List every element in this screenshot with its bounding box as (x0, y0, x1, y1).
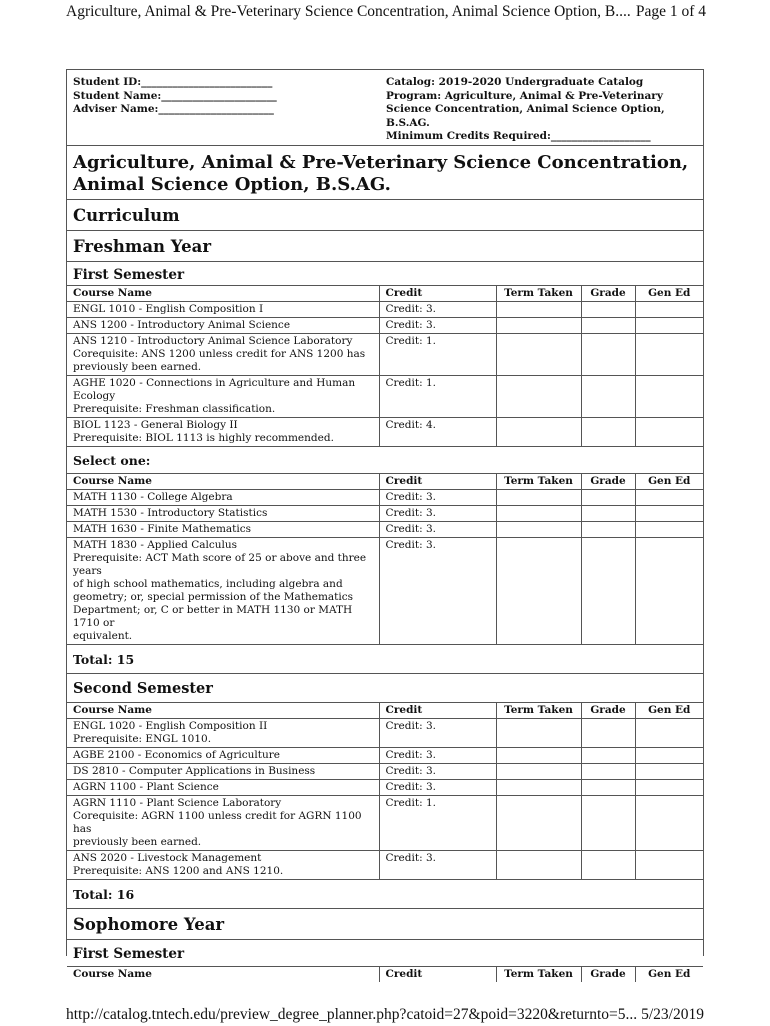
program-label-2: Science Concentration, Animal Science Option, (386, 103, 665, 115)
table-row (67, 796, 703, 851)
course-credit: Credit: 3. (379, 748, 496, 764)
student-info-block (67, 70, 703, 146)
grade-cell[interactable] (581, 506, 635, 522)
table-row (67, 490, 703, 506)
gen-ed-cell[interactable] (635, 764, 703, 780)
course-name: ANS 1200 - Introductory Animal Science (67, 318, 379, 334)
student-name-field[interactable]: Student Name:______________________ (73, 89, 277, 102)
course-note: previously been earned. (73, 361, 202, 373)
course-credit: Credit: 3. (379, 490, 496, 506)
select-one-heading: Select one: (67, 447, 703, 474)
gen-ed-cell[interactable] (635, 418, 703, 447)
term-taken-cell[interactable] (496, 851, 581, 880)
term-taken-cell[interactable] (496, 522, 581, 538)
gen-ed-cell[interactable] (635, 506, 703, 522)
table-row (67, 538, 703, 645)
grade-cell[interactable] (581, 764, 635, 780)
col-gen-ed: Gen Ed (635, 967, 703, 982)
term-taken-cell[interactable] (496, 764, 581, 780)
term-taken-cell[interactable] (496, 796, 581, 851)
course-credit: Credit: 3. (379, 780, 496, 796)
col-gen-ed: Gen Ed (635, 703, 703, 719)
col-credit: Credit (379, 286, 496, 302)
term-taken-cell[interactable] (496, 334, 581, 376)
col-term-taken: Term Taken (496, 474, 581, 490)
course-note: Prerequisite: ACT Math score of 25 or above and three years (73, 552, 367, 577)
course-name: ANS 1210 - Introductory Animal Science Laboratory (73, 335, 353, 347)
grade-cell[interactable] (581, 748, 635, 764)
table-header-row (67, 967, 703, 982)
page-header-title: Agriculture, Animal & Pre-Veterinary Science Concentration, Animal Science Option, B.... (66, 3, 631, 20)
grade-cell[interactable] (581, 376, 635, 418)
col-credit: Credit (379, 967, 496, 982)
course-credit: Credit: 3. (379, 318, 496, 334)
table-row (67, 780, 703, 796)
col-course-name: Course Name (67, 286, 379, 302)
fr-second-semester-total: Total: 16 (67, 880, 703, 909)
col-term-taken: Term Taken (496, 286, 581, 302)
table-row (67, 506, 703, 522)
gen-ed-cell[interactable] (635, 796, 703, 851)
grade-cell[interactable] (581, 490, 635, 506)
gen-ed-cell[interactable] (635, 318, 703, 334)
term-taken-cell[interactable] (496, 418, 581, 447)
table-row (67, 748, 703, 764)
course-credit: Credit: 1. (379, 796, 496, 851)
gen-ed-cell[interactable] (635, 538, 703, 645)
col-term-taken: Term Taken (496, 703, 581, 719)
grade-cell[interactable] (581, 780, 635, 796)
term-taken-cell[interactable] (496, 376, 581, 418)
grade-cell[interactable] (581, 302, 635, 318)
col-gen-ed: Gen Ed (635, 474, 703, 490)
col-credit: Credit (379, 703, 496, 719)
table-row (67, 764, 703, 780)
fr-second-semester-heading: Second Semester (67, 674, 703, 703)
course-name: AGBE 2100 - Economics of Agriculture (67, 748, 379, 764)
course-name: AGHE 1020 - Connections in Agriculture and Human (73, 377, 356, 389)
table-row (67, 302, 703, 318)
table-row (67, 851, 703, 880)
page-url: http://catalog.tntech.edu/preview_degree_planner.php?catoid=27&poid=3220&returnto=5... (66, 1006, 638, 1023)
col-grade: Grade (581, 703, 635, 719)
col-term-taken: Term Taken (496, 967, 581, 982)
course-note: geometry; or, special permission of the Mathematics (73, 591, 354, 603)
col-course-name: Course Name (73, 968, 152, 980)
course-note: Department; or, C or better in MATH 1130 or MATH 1710 or (73, 604, 353, 629)
term-taken-cell[interactable] (496, 302, 581, 318)
grade-cell[interactable] (581, 538, 635, 645)
course-note: Prerequisite: ANS 1200 and ANS 1210. (73, 865, 284, 877)
course-name: MATH 1630 - Finite Mathematics (67, 522, 379, 538)
course-credit: Credit: 4. (379, 418, 496, 447)
grade-cell[interactable] (581, 522, 635, 538)
program-title-line-2: Animal Science Option, B.S.AG. (73, 173, 391, 195)
course-cell (67, 796, 379, 851)
course-credit: Credit: 3. (379, 538, 496, 645)
table-header-row (67, 474, 703, 490)
course-note: Corequisite: ANS 1200 unless credit for ANS 1200 has (73, 348, 366, 360)
table-row (67, 334, 703, 376)
course-credit: Credit: 3. (379, 302, 496, 318)
course-credit: Credit: 3. (379, 506, 496, 522)
gen-ed-cell[interactable] (635, 522, 703, 538)
catalog-fields (386, 76, 696, 144)
course-name: ANS 2020 - Livestock Management (73, 852, 262, 864)
min-credits-field[interactable]: Minimum Credits Required:___________________ (386, 130, 651, 142)
term-taken-cell[interactable] (496, 748, 581, 764)
so-first-semester-heading: First Semester (67, 940, 703, 967)
so-first-semester-table (67, 967, 703, 982)
course-name: AGRN 1100 - Plant Science (67, 780, 379, 796)
course-cell (67, 851, 379, 880)
course-name: MATH 1830 - Applied Calculus (73, 539, 238, 551)
fr-first-semester-table (67, 286, 703, 447)
term-taken-cell[interactable] (496, 780, 581, 796)
table-row (67, 719, 703, 748)
course-name-cont: Ecology (73, 390, 116, 402)
gen-ed-cell[interactable] (635, 490, 703, 506)
course-cell (67, 376, 379, 418)
gen-ed-cell[interactable] (635, 376, 703, 418)
gen-ed-cell[interactable] (635, 302, 703, 318)
fr-first-semester-heading: First Semester (67, 262, 703, 286)
course-name: MATH 1130 - College Algebra (67, 490, 379, 506)
course-note: Prerequisite: ENGL 1010. (73, 733, 212, 745)
student-id-field[interactable]: Student ID:_________________________ (73, 76, 273, 88)
course-cell (67, 538, 379, 645)
course-cell (67, 334, 379, 376)
degree-planner-document (66, 69, 704, 980)
fr-select-one-table (67, 474, 703, 645)
course-name: DS 2810 - Computer Applications in Business (67, 764, 379, 780)
course-note: Corequisite: AGRN 1100 unless credit for AGRN 1100 has (73, 810, 362, 835)
gen-ed-cell[interactable] (635, 780, 703, 796)
course-note: equivalent. (73, 630, 133, 642)
course-note: of high school mathematics, including algebra and (73, 578, 343, 590)
table-header-row (67, 286, 703, 302)
term-taken-cell[interactable] (496, 506, 581, 522)
fr-first-semester-total: Total: 15 (67, 645, 703, 674)
term-taken-cell[interactable] (496, 318, 581, 334)
course-name: ENGL 1010 - English Composition I (67, 302, 379, 318)
freshman-year-heading: Freshman Year (67, 231, 703, 262)
course-name: BIOL 1123 - General Biology II (73, 419, 238, 431)
term-taken-cell[interactable] (496, 538, 581, 645)
grade-cell[interactable] (581, 719, 635, 748)
program-title (67, 146, 703, 200)
course-credit: Credit: 1. (379, 376, 496, 418)
grade-cell[interactable] (581, 334, 635, 376)
term-taken-cell[interactable] (496, 490, 581, 506)
grade-cell[interactable] (581, 418, 635, 447)
catalog-label: Catalog: 2019-2020 Undergraduate Catalog (386, 76, 644, 88)
course-note: previously been earned. (73, 836, 202, 848)
col-course-name: Course Name (67, 474, 379, 490)
grade-cell[interactable] (581, 851, 635, 880)
gen-ed-cell[interactable] (635, 334, 703, 376)
course-name: ENGL 1020 - English Composition II (73, 720, 268, 732)
course-cell (67, 418, 379, 447)
col-grade: Grade (581, 967, 635, 982)
table-row (67, 376, 703, 418)
col-gen-ed: Gen Ed (635, 286, 703, 302)
page-footer (66, 1006, 704, 1026)
gen-ed-cell[interactable] (635, 719, 703, 748)
course-name: MATH 1530 - Introductory Statistics (67, 506, 379, 522)
sophomore-year-heading: Sophomore Year (67, 909, 703, 940)
course-credit: Credit: 1. (379, 334, 496, 376)
grade-cell[interactable] (581, 796, 635, 851)
table-row (67, 318, 703, 334)
course-credit: Credit: 3. (379, 851, 496, 880)
curriculum-heading: Curriculum (67, 200, 703, 231)
col-grade: Grade (581, 286, 635, 302)
course-credit: Credit: 3. (379, 522, 496, 538)
page-number: Page 1 of 4 (635, 3, 706, 20)
course-cell (67, 719, 379, 748)
col-credit: Credit (379, 474, 496, 490)
col-course-name: Course Name (67, 703, 379, 719)
course-credit: Credit: 3. (379, 764, 496, 780)
course-note: Prerequisite: BIOL 1113 is highly recommended. (73, 432, 334, 444)
table-header-row (67, 703, 703, 719)
course-name: AGRN 1110 - Plant Science Laboratory (73, 797, 282, 809)
fr-second-semester-table (67, 703, 703, 880)
student-fields (73, 76, 373, 117)
print-date: 5/23/2019 (641, 1006, 704, 1023)
course-note: Prerequisite: Freshman classification. (73, 403, 276, 415)
table-row (67, 522, 703, 538)
table-row (67, 418, 703, 447)
gen-ed-cell[interactable] (635, 851, 703, 880)
col-grade: Grade (581, 474, 635, 490)
grade-cell[interactable] (581, 318, 635, 334)
term-taken-cell[interactable] (496, 719, 581, 748)
program-label-3: B.S.AG. (386, 116, 430, 129)
page-header (66, 3, 706, 23)
course-credit: Credit: 3. (379, 719, 496, 748)
adviser-name-field[interactable]: Adviser Name:______________________ (73, 103, 274, 115)
program-label-1: Program: Agriculture, Animal & Pre-Veterinary (386, 89, 663, 102)
gen-ed-cell[interactable] (635, 748, 703, 764)
program-title-line-1: Agriculture, Animal & Pre-Veterinary Science Concentration, (73, 152, 689, 173)
